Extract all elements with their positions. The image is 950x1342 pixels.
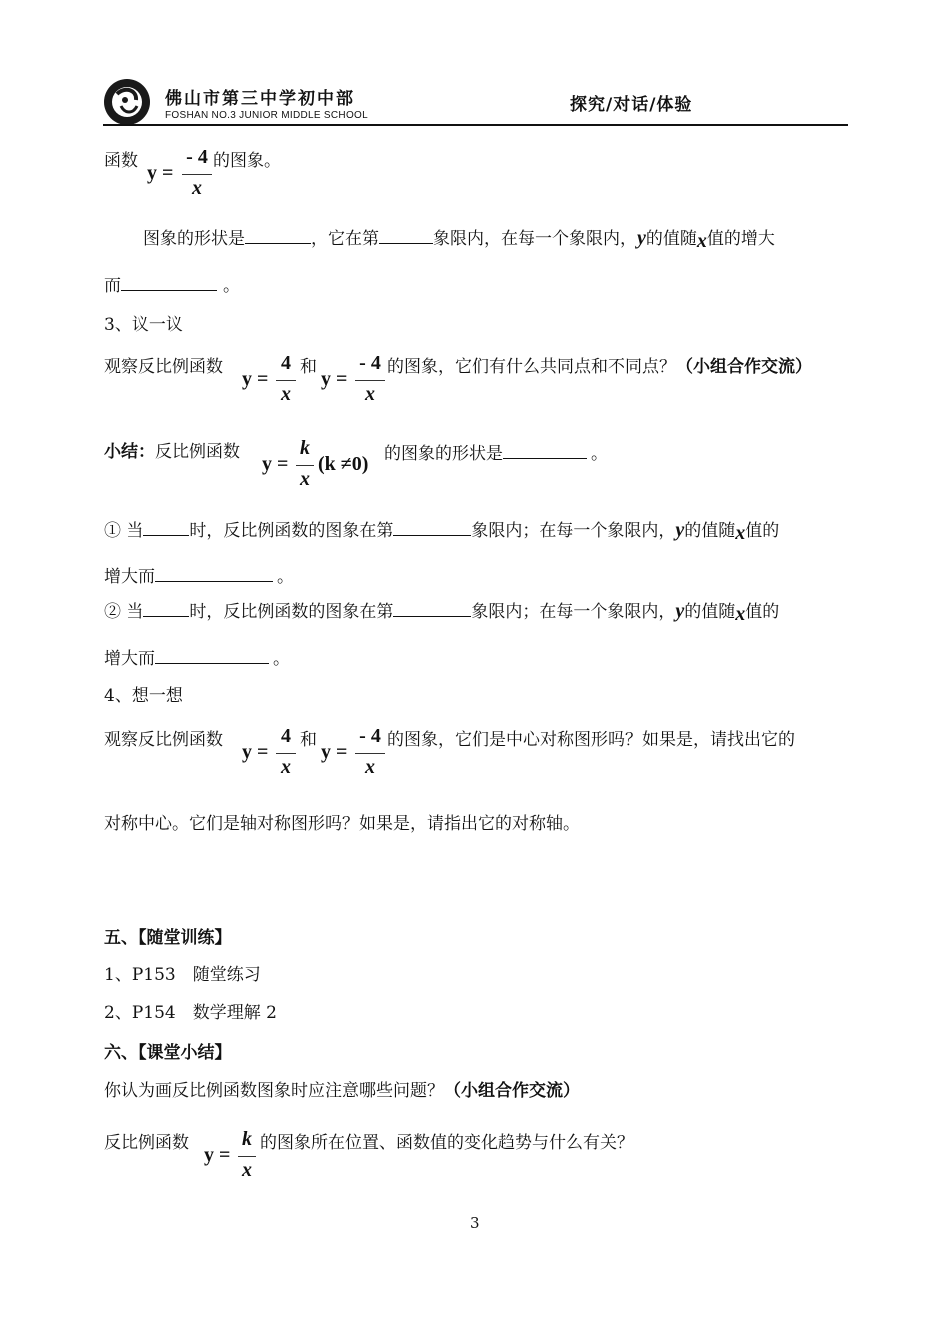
s12-denominator: x [242, 1159, 252, 1181]
s5-condition: (k ≠0) [318, 453, 369, 475]
section-6-title: 六、【课堂小结】 [104, 1043, 232, 1063]
practice-item-2: 2、P154 数学理解 2 [104, 1003, 277, 1023]
s6-blank-quadrant[interactable] [393, 517, 471, 536]
s7-text-f: 增大而 [104, 649, 155, 669]
s9-text-a: 观察反比例函数 [104, 730, 223, 750]
s9-fraction-bar-1 [276, 753, 296, 754]
s6-circ: ① [104, 521, 121, 541]
s12-numerator: k [242, 1128, 252, 1150]
section-4-title: 4、想一想 [104, 686, 183, 706]
s7-text-a: 当 [126, 602, 144, 622]
s4-denominator-2: x [365, 383, 375, 405]
s7-line2 [104, 645, 290, 671]
s2-text-g: 。 [223, 276, 240, 296]
s1-suffix: 的图象。 [213, 151, 281, 171]
s4-denominator-1: x [281, 383, 291, 405]
s4-fraction-bar-2 [355, 380, 385, 381]
s5-numerator: k [300, 437, 310, 459]
school-name-cn: 佛山市第三中学初中部 [165, 89, 355, 109]
s6-text-d: 的值随 [684, 521, 736, 541]
s9-denominator-2: x [365, 756, 375, 778]
s6-var-x: x [735, 522, 746, 544]
s4-text-b: 的图象，它们有什么共同点和不同点？ [387, 357, 676, 377]
s11-text-a: 你认为画反比例函数图象时应注意哪些问题？ [104, 1081, 444, 1101]
header-divider [103, 124, 848, 126]
s2-blank-shape[interactable] [245, 225, 311, 244]
s2-line1 [143, 225, 775, 251]
s4-text-c: （小组合作交流） [676, 357, 812, 377]
s5-text-b: 的图象的形状是 [384, 444, 503, 464]
s6-line2 [104, 563, 294, 589]
s9-eq1-lhs: y = [242, 741, 269, 763]
s4-eq2-lhs: y = [321, 368, 348, 390]
s6-blank-trend[interactable] [155, 563, 273, 582]
s6-text-a: 当 [126, 521, 144, 541]
s2-text-b: ，它在第 [311, 229, 379, 249]
s5-blank-shape[interactable] [503, 440, 587, 459]
s4-text-a: 观察反比例函数 [104, 357, 223, 377]
s7-line1 [104, 598, 779, 624]
s7-var-y: y [675, 600, 685, 622]
s1-eq-lhs: y = [147, 162, 174, 184]
s9-and: 和 [300, 730, 317, 750]
school-logo [103, 78, 151, 126]
s12-eq-lhs: y = [204, 1144, 231, 1166]
s9-denominator-1: x [281, 756, 291, 778]
school-logo-icon [103, 78, 151, 126]
s9-text-b: 的图象，它们是中心对称图形吗？如果是，请找出它的 [387, 730, 795, 750]
s12-fraction-bar [238, 1156, 256, 1157]
s12-fraction [238, 1128, 256, 1184]
s4-and: 和 [300, 357, 317, 377]
school-name-en: FOSHAN NO.3 JUNIOR MIDDLE SCHOOL [165, 110, 368, 121]
s9-numerator-1: 4 [281, 725, 291, 747]
s7-text-e: 值的 [745, 602, 780, 622]
s1-denominator: x [192, 177, 202, 199]
practice-item-1: 1、P153 随堂练习 [104, 965, 261, 985]
section-5-title: 五、【随堂训练】 [104, 928, 232, 948]
s5-fraction [296, 437, 314, 493]
s4-fraction-2 [355, 352, 385, 408]
s11-text-b: （小组合作交流） [444, 1081, 580, 1101]
s12-text-a: 反比例函数 [104, 1133, 189, 1153]
s6-blank-condition[interactable] [143, 517, 189, 536]
s2-text-c: 象限内，在每一个象限内， [433, 229, 637, 249]
s4-fraction-1 [276, 352, 296, 408]
s7-text-d: 的值随 [684, 602, 736, 622]
s5-eq-lhs: y = [262, 453, 289, 475]
section-3-title: 3、议一议 [104, 315, 183, 335]
s7-var-x: x [735, 603, 746, 625]
s2-text-f: 而 [104, 276, 121, 296]
s7-text-g: 。 [273, 649, 290, 669]
header-motto: 探究/对话/体验 [570, 95, 693, 115]
s11-line [104, 1079, 580, 1103]
s2-text-d: 的值随 [645, 229, 697, 249]
s2-text-e: 值的增大 [706, 229, 775, 249]
s6-var-y: y [675, 519, 685, 541]
s7-text-b: 时，反比例函数的图象在第 [189, 602, 394, 622]
s6-text-e: 值的 [745, 521, 780, 541]
s9-text-c: 对称中心。它们是轴对称图形吗？如果是，请指出它的对称轴。 [104, 814, 580, 834]
s2-text-a: 图象的形状是 [143, 229, 245, 249]
s7-blank-condition[interactable] [143, 598, 189, 617]
s4-eq1-lhs: y = [242, 368, 269, 390]
s4-line [387, 355, 812, 379]
page-number: 3 [470, 1214, 480, 1232]
s9-fraction-bar-2 [355, 753, 385, 754]
s9-fraction-2 [355, 725, 385, 781]
s1-prefix: 函数 [104, 151, 138, 171]
s5-line-b [384, 440, 608, 466]
s2-blank-trend[interactable] [121, 272, 217, 291]
s6-text-c: 象限内；在每一个象限内， [471, 521, 676, 541]
s7-circ: ② [104, 602, 121, 622]
s2-line2 [104, 272, 240, 298]
s6-line1 [104, 517, 779, 543]
s6-text-f: 增大而 [104, 567, 155, 587]
s7-blank-trend[interactable] [155, 645, 269, 664]
s6-text-g: 。 [277, 567, 294, 587]
s12-text-b: 的图象所在位置、函数值的变化趋势与什么有关？ [260, 1133, 634, 1153]
s5-text-a: 反比例函数 [155, 442, 240, 462]
s4-numerator-1: 4 [281, 352, 291, 374]
s2-var-y: y [637, 227, 646, 249]
s4-fraction-bar-1 [276, 380, 296, 381]
s5-fraction-bar [296, 465, 314, 466]
s7-blank-quadrant[interactable] [393, 598, 471, 617]
s9-fraction-1 [276, 725, 296, 781]
s2-var-x: x [696, 230, 707, 252]
s1-fraction [182, 146, 212, 202]
s1-fraction-bar [182, 174, 212, 175]
s4-numerator-2: - 4 [359, 352, 381, 374]
s2-blank-quadrant[interactable] [379, 225, 433, 244]
s5-denominator: x [300, 468, 310, 490]
s9-eq2-lhs: y = [321, 741, 348, 763]
s7-text-c: 象限内；在每一个象限内， [471, 602, 676, 622]
s6-text-b: 时，反比例函数的图象在第 [189, 521, 394, 541]
s9-numerator-2: - 4 [359, 725, 381, 747]
s5-text-c: 。 [591, 444, 608, 464]
s5-line [104, 440, 240, 464]
s5-label: 小结： [104, 442, 155, 462]
s1-numerator: - 4 [186, 146, 208, 168]
